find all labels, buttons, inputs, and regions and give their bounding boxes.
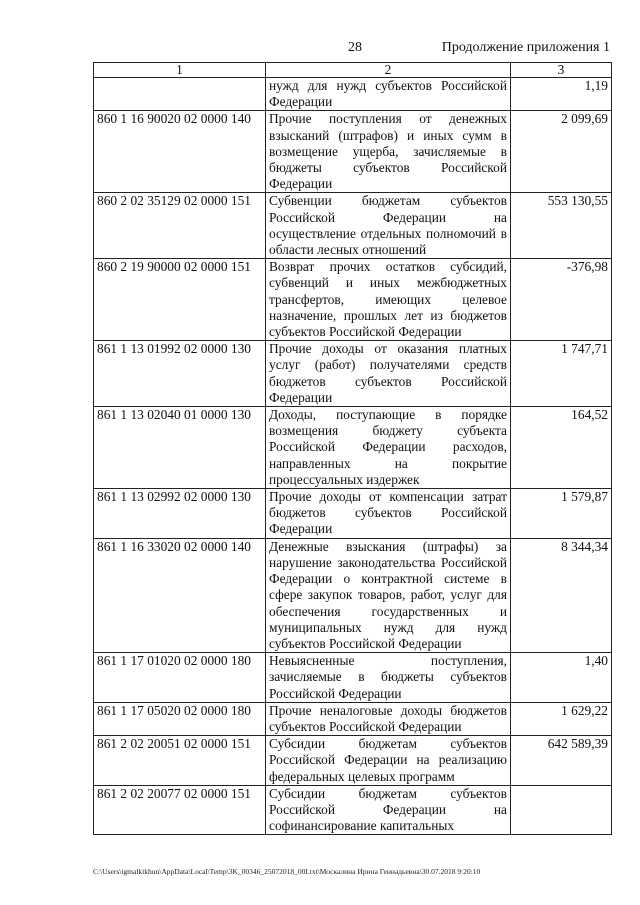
table-header-row [94, 63, 612, 78]
description-cell: Прочие поступления от денежных взысканий (штрафов) и иных сумм в возмещение ущерба, зачисляемые в бюджеты субъектов Российской Федерации [266, 111, 511, 193]
column-header-amount: 3 [511, 63, 612, 78]
amount-cell: 642 589,39 [511, 736, 612, 786]
description-cell: Доходы, поступающие в порядке возмещения бюджету субъекта Российской Федерации расходов, направленных на покрытие процессуальных издержек [266, 407, 511, 489]
page-number: 28 [348, 40, 362, 55]
description-cell: Прочие доходы от оказания платных услуг (работ) получателями средств бюджетов субъектов Российской Федерации [266, 341, 511, 407]
description-cell: Денежные взыскания (штрафы) за нарушение законодательства Российской Федерации о контрактной системе в сфере закупок товаров, работ, услуг для обеспечения государственных и муниципальных нужд для нужд субъектов Российской Федерации [266, 538, 511, 652]
budget-code-cell: 861 1 16 33020 02 0000 140 [94, 538, 266, 652]
budget-code-cell [94, 78, 266, 111]
continuation-label: Продолжение приложения 1 [441, 40, 610, 55]
budget-code-cell: 860 1 16 90020 02 0000 140 [94, 111, 266, 193]
budget-code-cell: 861 1 13 02040 01 0000 130 [94, 407, 266, 489]
description-cell: Прочие неналоговые доходы бюджетов субъектов Российской Федерации [266, 702, 511, 735]
revenue-table [93, 62, 612, 835]
amount-cell: 1,40 [511, 653, 612, 703]
column-header-code: 1 [94, 63, 266, 78]
budget-code-cell: 861 2 02 20051 02 0000 151 [94, 736, 266, 786]
amount-cell: -376,98 [511, 259, 612, 341]
table-row [94, 407, 612, 489]
table-row [94, 736, 612, 786]
amount-cell: 2 099,69 [511, 111, 612, 193]
table-row [94, 653, 612, 703]
table-row [94, 78, 612, 111]
table-row [94, 111, 612, 193]
amount-cell: 8 344,34 [511, 538, 612, 652]
table-row [94, 785, 612, 835]
budget-code-cell: 861 1 13 02992 02 0000 130 [94, 489, 266, 539]
file-path-footer: C:\Users\igmalkikhun\AppData\Local\Temp\3K_00346_25072018_00I.txt\Москалина Ирина Геннадьевна\30.07.2018 9:20:10 [93, 867, 481, 876]
description-cell: Прочие доходы от компенсации затрат бюджетов субъектов Российской Федерации [266, 489, 511, 539]
description-cell: Субсидии бюджетам субъектов Российской Федерации на софинансирование капитальных [266, 785, 511, 835]
description-cell: Невыясненные поступления, зачисляемые в бюджеты субъектов Российской Федерации [266, 653, 511, 703]
amount-cell [511, 785, 612, 835]
amount-cell: 164,52 [511, 407, 612, 489]
table-row [94, 702, 612, 735]
budget-code-cell: 861 1 13 01992 02 0000 130 [94, 341, 266, 407]
amount-cell: 553 130,55 [511, 193, 612, 259]
description-cell: нужд для нужд субъектов Российской Федерации [266, 78, 511, 111]
description-cell: Возврат прочих остатков субсидий, субвенций и иных межбюджетных трансфертов, имеющих целевое назначение, прошлых лет из бюджетов субъектов Российской Федерации [266, 259, 511, 341]
budget-code-cell: 860 2 19 90000 02 0000 151 [94, 259, 266, 341]
table-row [94, 259, 612, 341]
column-header-description: 2 [266, 63, 511, 78]
budget-code-cell: 861 1 17 05020 02 0000 180 [94, 702, 266, 735]
amount-cell: 1 629,22 [511, 702, 612, 735]
table-row [94, 193, 612, 259]
budget-code-cell: 861 2 02 20077 02 0000 151 [94, 785, 266, 835]
amount-cell: 1 747,71 [511, 341, 612, 407]
budget-code-cell: 860 2 02 35129 02 0000 151 [94, 193, 266, 259]
description-cell: Субсидии бюджетам субъектов Российской Федерации на реализацию федеральных целевых программ [266, 736, 511, 786]
amount-cell: 1,19 [511, 78, 612, 111]
description-cell: Субвенции бюджетам субъектов Российской Федерации на осуществление отдельных полномочий в области лесных отношений [266, 193, 511, 259]
budget-code-cell: 861 1 17 01020 02 0000 180 [94, 653, 266, 703]
table-row [94, 538, 612, 652]
table-row [94, 341, 612, 407]
table-row [94, 489, 612, 539]
amount-cell: 1 579,87 [511, 489, 612, 539]
